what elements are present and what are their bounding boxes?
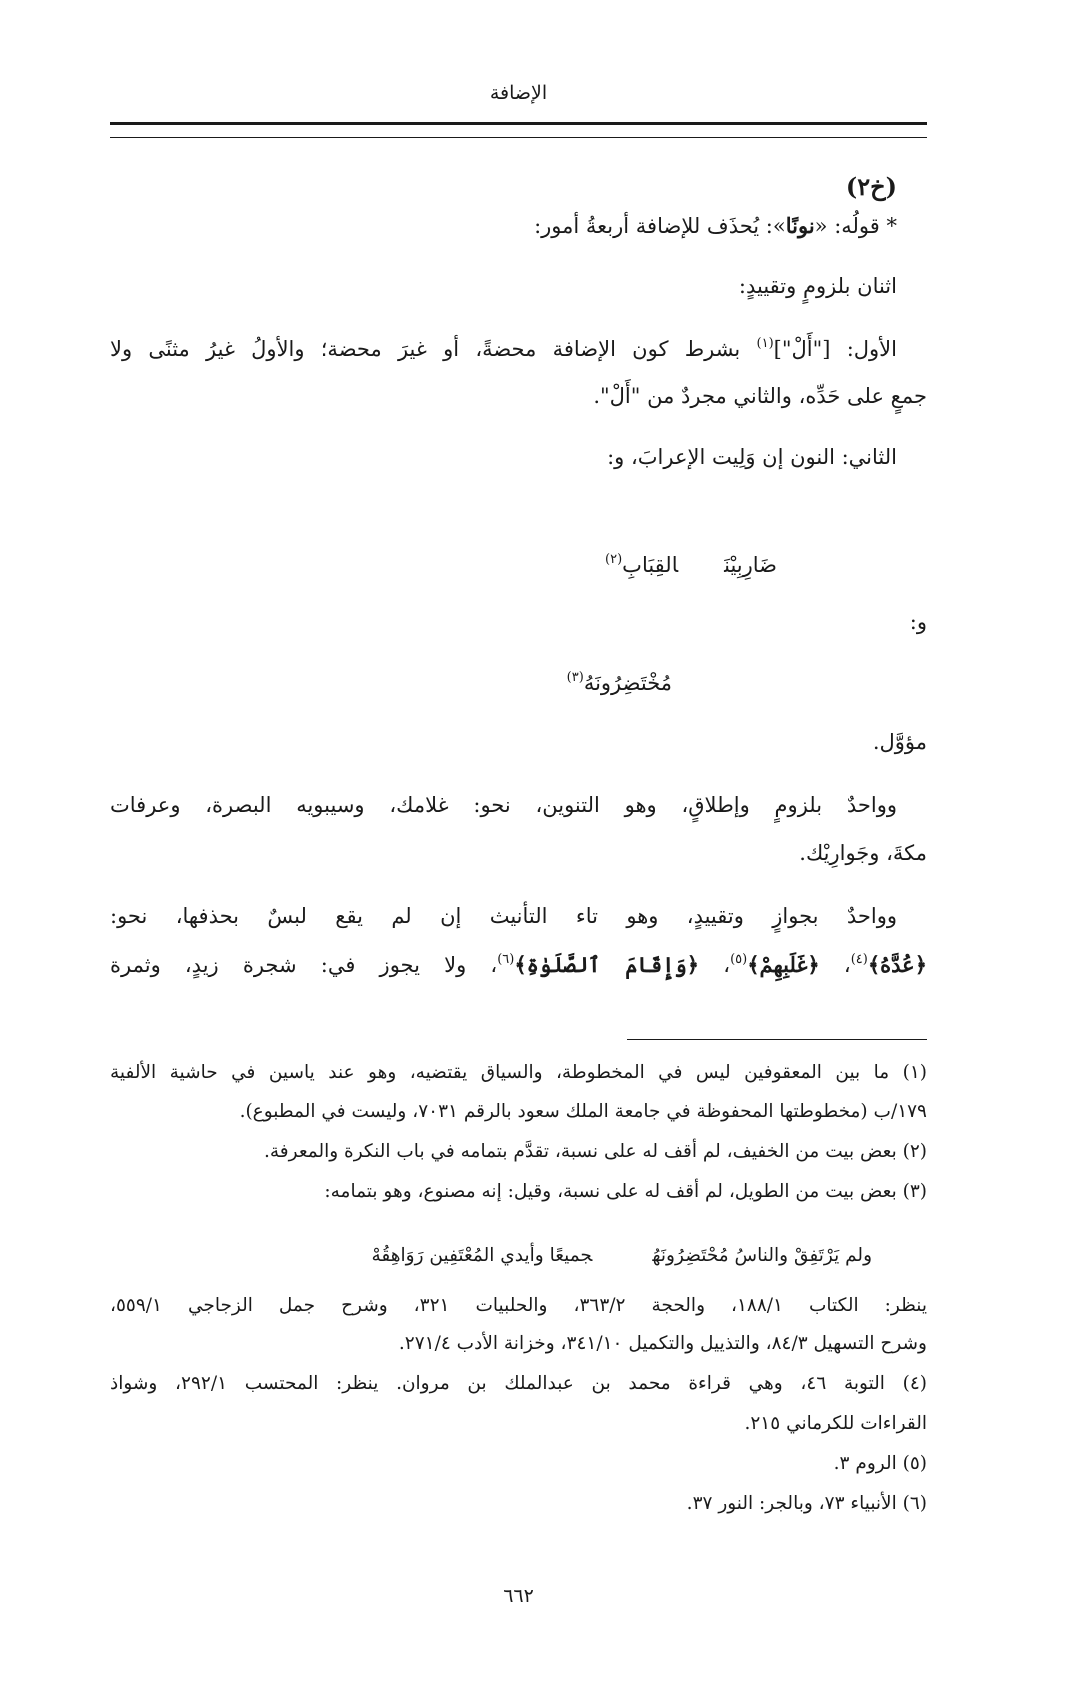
keyword: نونًا — [785, 213, 815, 238]
body-line-10: وواحدٌ بجوازٍ وتقييدٍ، وهو تاء التأنيث إن لم يقع لبسٌ بحذفها، نحو: — [110, 904, 897, 928]
section-marker: (خ٢) — [845, 172, 897, 201]
footnote-4-line-1: (٤) التوبة ٤٦، وهي قراءة محمد بن عبدالملك بن مروان. ينظر: المحتسب ٢٩٢/١، وشواذ — [110, 1373, 927, 1394]
body-line-1: * قولُه: «نونًا»: يُحذَف للإضافة أربعةُ أمور: — [534, 213, 897, 238]
body-line-8: وواحدٌ بلزومٍ وإطلاقٍ، وهو التنوين، نحو: غلامك، وسيبويه البصرة، وعرفات — [110, 793, 897, 817]
body-line-2: اثنان بلزومٍ وتقييدٍ: — [738, 274, 897, 298]
footnote-4-line-2: القراءات للكرماني ٢١٥. — [744, 1413, 927, 1434]
body-line-3: الأول: ["أَلْ"]$^{(١)}$ بشرط كون الإضافة محضةً، أو غيرَ محضة؛ والأولُ غيرُ مثنًى ولا — [110, 336, 897, 361]
header-rule-thin — [110, 137, 927, 138]
footnote-3-source-2: وشرح التسهيل ٨٤/٣، والتذييل والتكميل ٣٤١/١٠، وخزانة الأدب ٢٧١/٤. — [398, 1333, 927, 1354]
running-header: الإضافة — [489, 82, 548, 104]
footnote-3: (٣) بعض بيت من الطويل، لم أقف له على نسبة، وقيل: إنه مصنوع، وهو بتمامه: — [324, 1181, 927, 1202]
footnote-1-line-2: ١٧٩/ب (مخطوطتها المحفوظة في جامعة الملك سعود بالرقم ٧٠٣١، وليست في المطبوع). — [239, 1101, 927, 1122]
footnote-ref: (٣) — [566, 670, 584, 685]
footnote-separator — [627, 1039, 927, 1040]
footnote-5: (٥) الروم ٣. — [833, 1453, 927, 1474]
footnote-6: (٦) الأنبياء ٧٣، وبالجر: النور ٣٧. — [686, 1493, 927, 1514]
body-line-7: مؤوَّل. — [872, 730, 927, 754]
footnote-3-verse: ولم يَرْتَفِقْ والناسُ مُحْتَضِرُونَهُجميعًا وأيدي المُعْتَفِين رَوَاهِقُهْ — [371, 1245, 872, 1266]
book-page — [110, 0, 927, 1698]
body-line-4: جمعٍ على حَدِّه، والثاني مجردٌ من "أَلْ". — [593, 384, 927, 408]
body-line-6: و: — [909, 610, 927, 634]
verse-quote-2: مُخْتَضِرُونَهُ$^{(٣)}$ — [566, 670, 672, 695]
verse-quote-1: ضَارِبِيْنَالقِبَابِ$^{(٢)}$ — [605, 552, 777, 577]
body-line-9: مكةَ، وجَوارِيْك. — [799, 841, 927, 865]
body-line-11: ﴿عُدَّهُ﴾$^{(٤)}$، ﴿غَلَبِهِمْ﴾$^{(٥)}$، ﴿وَإِقَامَ ٱلصَّلَوٰةِ﴾$^{(٦)}$، ولا يجوز في: شجرة زيدٍ، وثمرة — [110, 952, 928, 977]
footnote-1-line-1: (١) ما بين المعقوفين ليس في المخطوطة، والسياق يقتضيه، وهو عند ياسين في حاشية الألفية — [110, 1062, 927, 1083]
footnote-ref: (٢) — [605, 552, 623, 567]
footnote-2: (٢) بعض بيت من الخفيف، لم أقف له على نسبة، تقدَّم بتمامه في باب النكرة والمعرفة. — [263, 1141, 927, 1162]
footnote-ref: (١) — [756, 336, 774, 351]
header-rule-thick — [110, 122, 927, 125]
body-line-5: الثاني: النون إن وَلِيت الإعرابَ، و: — [607, 445, 897, 469]
page-number: ٦٦٢ — [503, 1585, 534, 1607]
footnote-3-source-1: ينظر: الكتاب ١٨٨/١، والحجة ٣٦٣/٢، والحلبيات ٣٢١، وشرح جمل الزجاجي ٥٥٩/١، — [110, 1295, 927, 1316]
